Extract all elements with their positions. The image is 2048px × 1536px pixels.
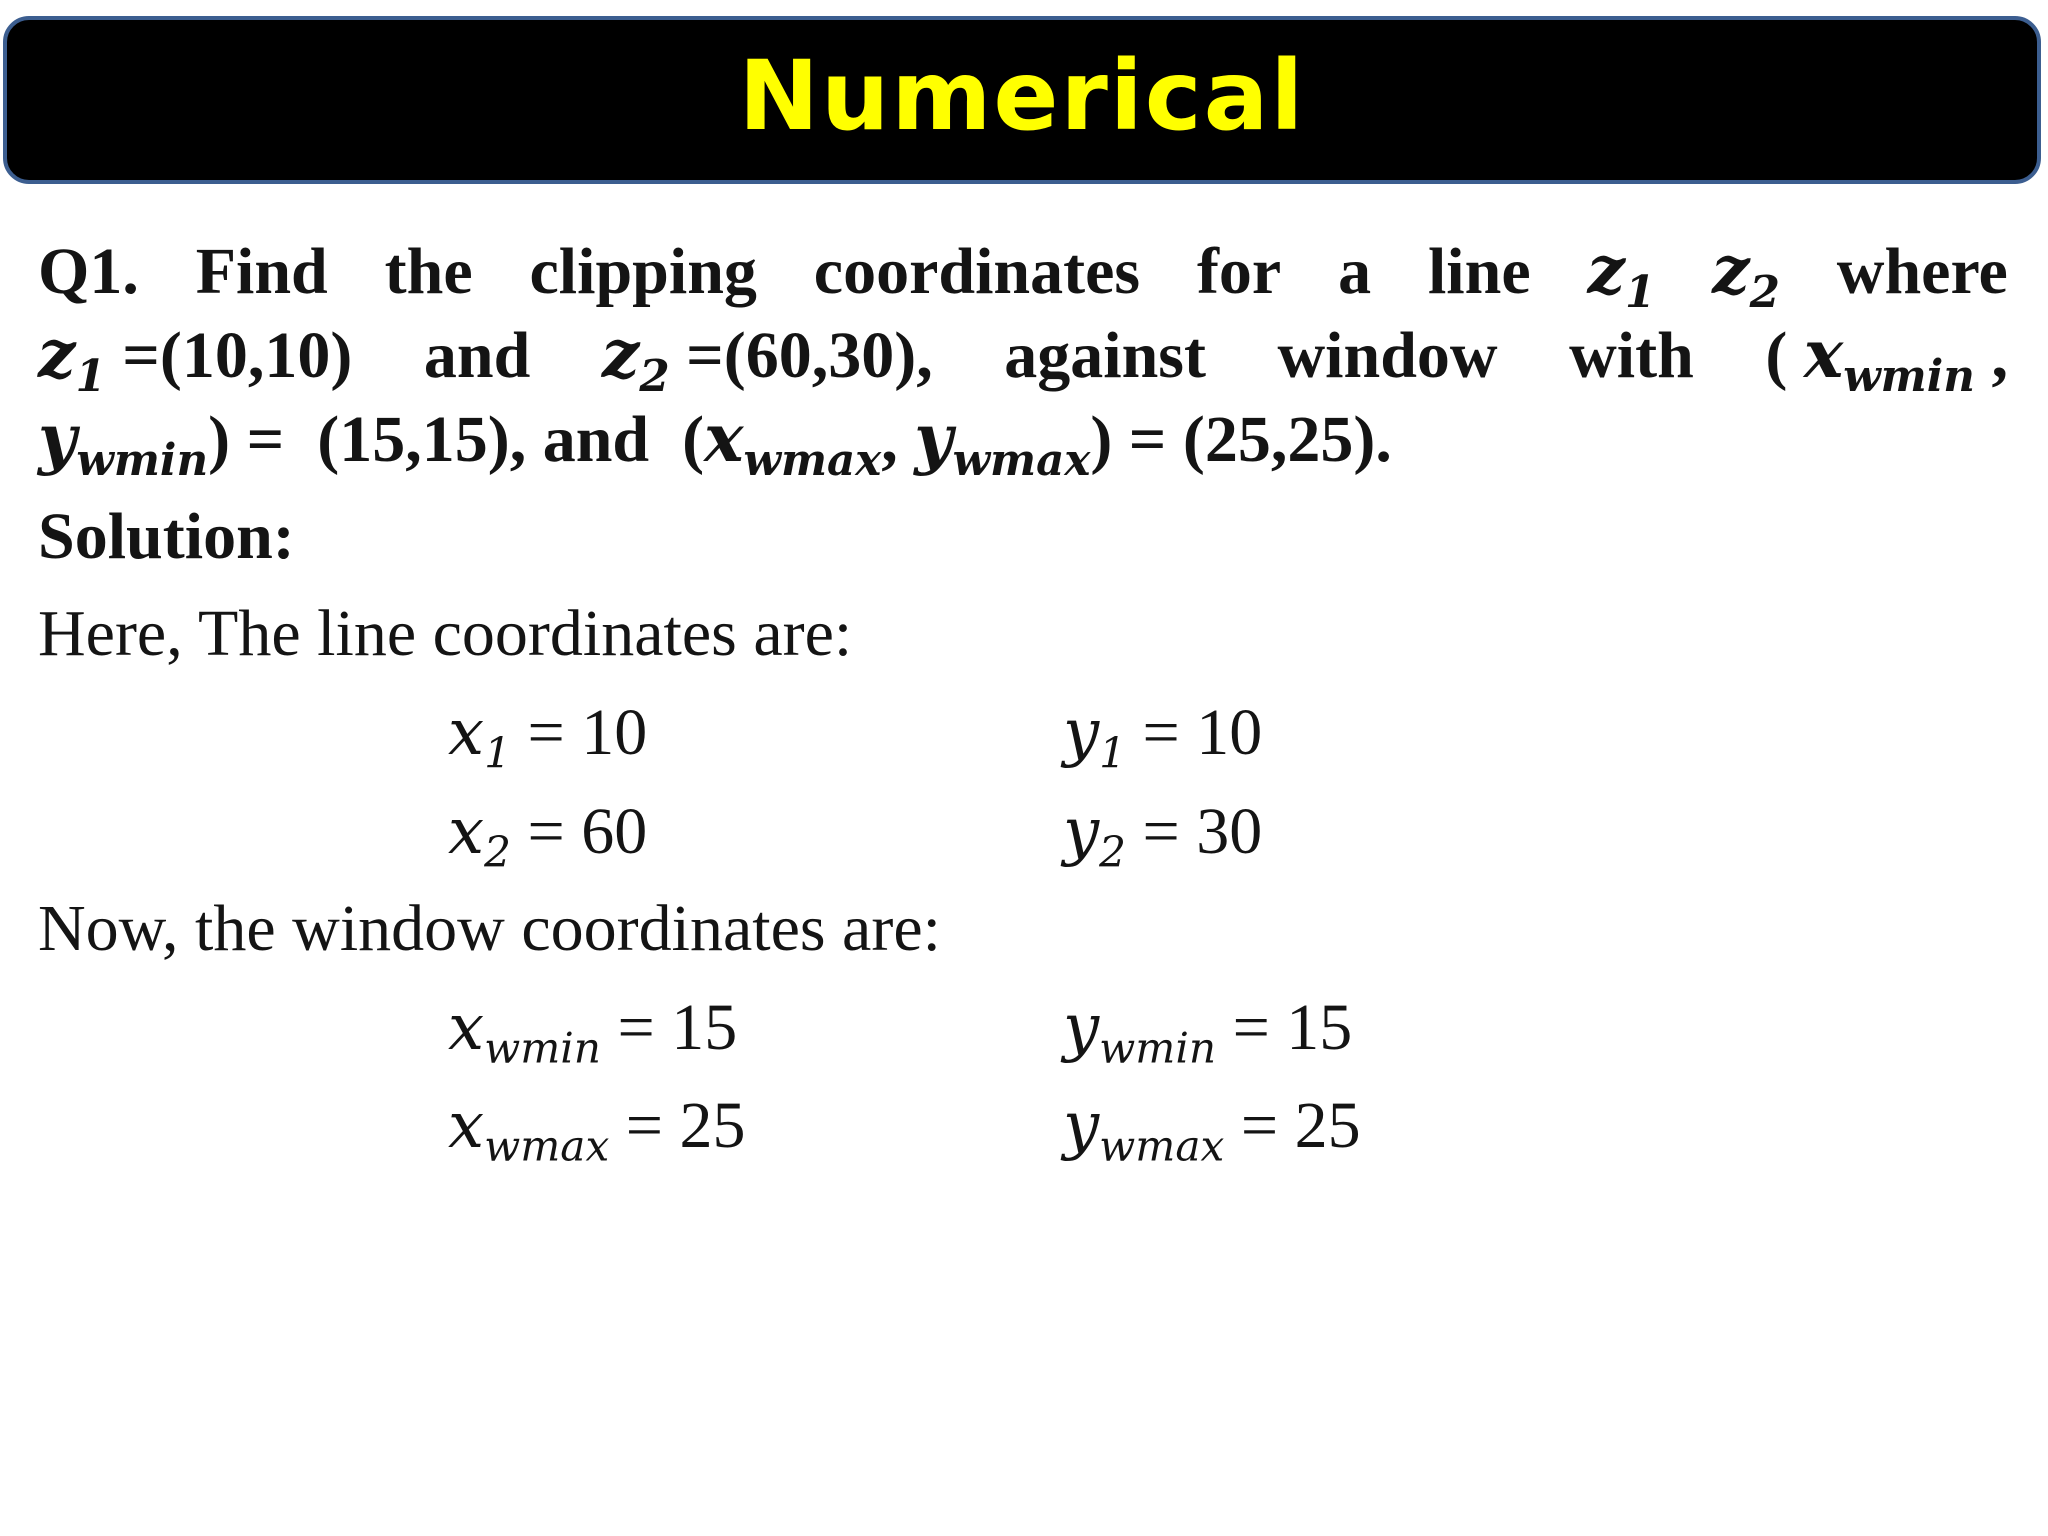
question-word: coordinates	[813, 235, 1141, 308]
xwmin-equation: $x_{wmin} = 15$	[448, 991, 738, 1073]
question-line-2	[38, 314, 2008, 402]
y2-equation: $y_2 = 30$	[1063, 795, 1263, 877]
ywmax-value: = 25	[1240, 1089, 1361, 1162]
question-word: the	[384, 235, 473, 308]
question-word: where	[1836, 235, 2008, 308]
xwmax-value: = 25	[625, 1089, 746, 1162]
xwmin-value: = 15	[617, 991, 738, 1064]
question-word: clipping	[529, 235, 757, 308]
question-word: window	[1277, 319, 1498, 392]
z2-symbol: $z_2$	[1712, 231, 1780, 318]
x1-value: = 10	[527, 696, 648, 769]
question-line-3	[38, 398, 2008, 486]
wmax-value: = (25,25).	[1128, 403, 1392, 476]
ywmin-close: $y_{wmin}$) =	[38, 399, 318, 486]
z1-symbol: $z_1$	[1587, 231, 1656, 318]
wmin-value: (15,15), and	[317, 403, 650, 476]
question-word: Find	[195, 235, 328, 308]
ywmin-equation: $y_{wmin} = 15$	[1063, 991, 1353, 1073]
question-word: against	[1004, 319, 1206, 392]
question-word: for	[1196, 235, 1282, 308]
ywmin-value: = 15	[1232, 991, 1353, 1064]
y1-equation: $y_1 = 10$	[1063, 696, 1263, 778]
z1-value: =(10,10)	[122, 319, 353, 392]
x2-equation: $x_2 = 60$	[448, 795, 648, 877]
y1-value: = 10	[1142, 696, 1263, 769]
wmax-tuple: ($x_{wmax}$, $y_{wmax}$)	[649, 399, 1129, 486]
line-coordinates-intro: Here, The line coordinates are:	[38, 597, 853, 670]
title-banner	[3, 16, 2041, 184]
z2-definition: $z_2 =(60,30)$,	[601, 315, 933, 402]
z1-definition: $z_1 =(10,10)$	[38, 315, 353, 402]
x2-value: = 60	[527, 795, 648, 868]
xwmax-equation: $x_{wmax} = 25$	[448, 1089, 746, 1171]
question-label: Q1.	[38, 235, 139, 308]
window-coordinates-intro: Now, the window coordinates are:	[38, 892, 941, 965]
question-word: line	[1427, 235, 1531, 308]
solution-heading: Solution:	[38, 500, 295, 573]
ywmax-equation: $y_{wmax} = 25$	[1063, 1089, 1361, 1171]
page-title: Numerical	[738, 40, 1306, 152]
xwmin-open: ( $x_{wmin}$ ,	[1765, 315, 2008, 402]
question-word: with	[1569, 319, 1694, 392]
x1-equation: $x_1 = 10$	[448, 696, 648, 778]
y2-value: = 30	[1142, 795, 1263, 868]
question-line-1	[38, 230, 2008, 318]
question-word: and	[423, 319, 531, 392]
z2-value: =(60,30),	[686, 319, 933, 392]
question-word: a	[1338, 235, 1372, 308]
